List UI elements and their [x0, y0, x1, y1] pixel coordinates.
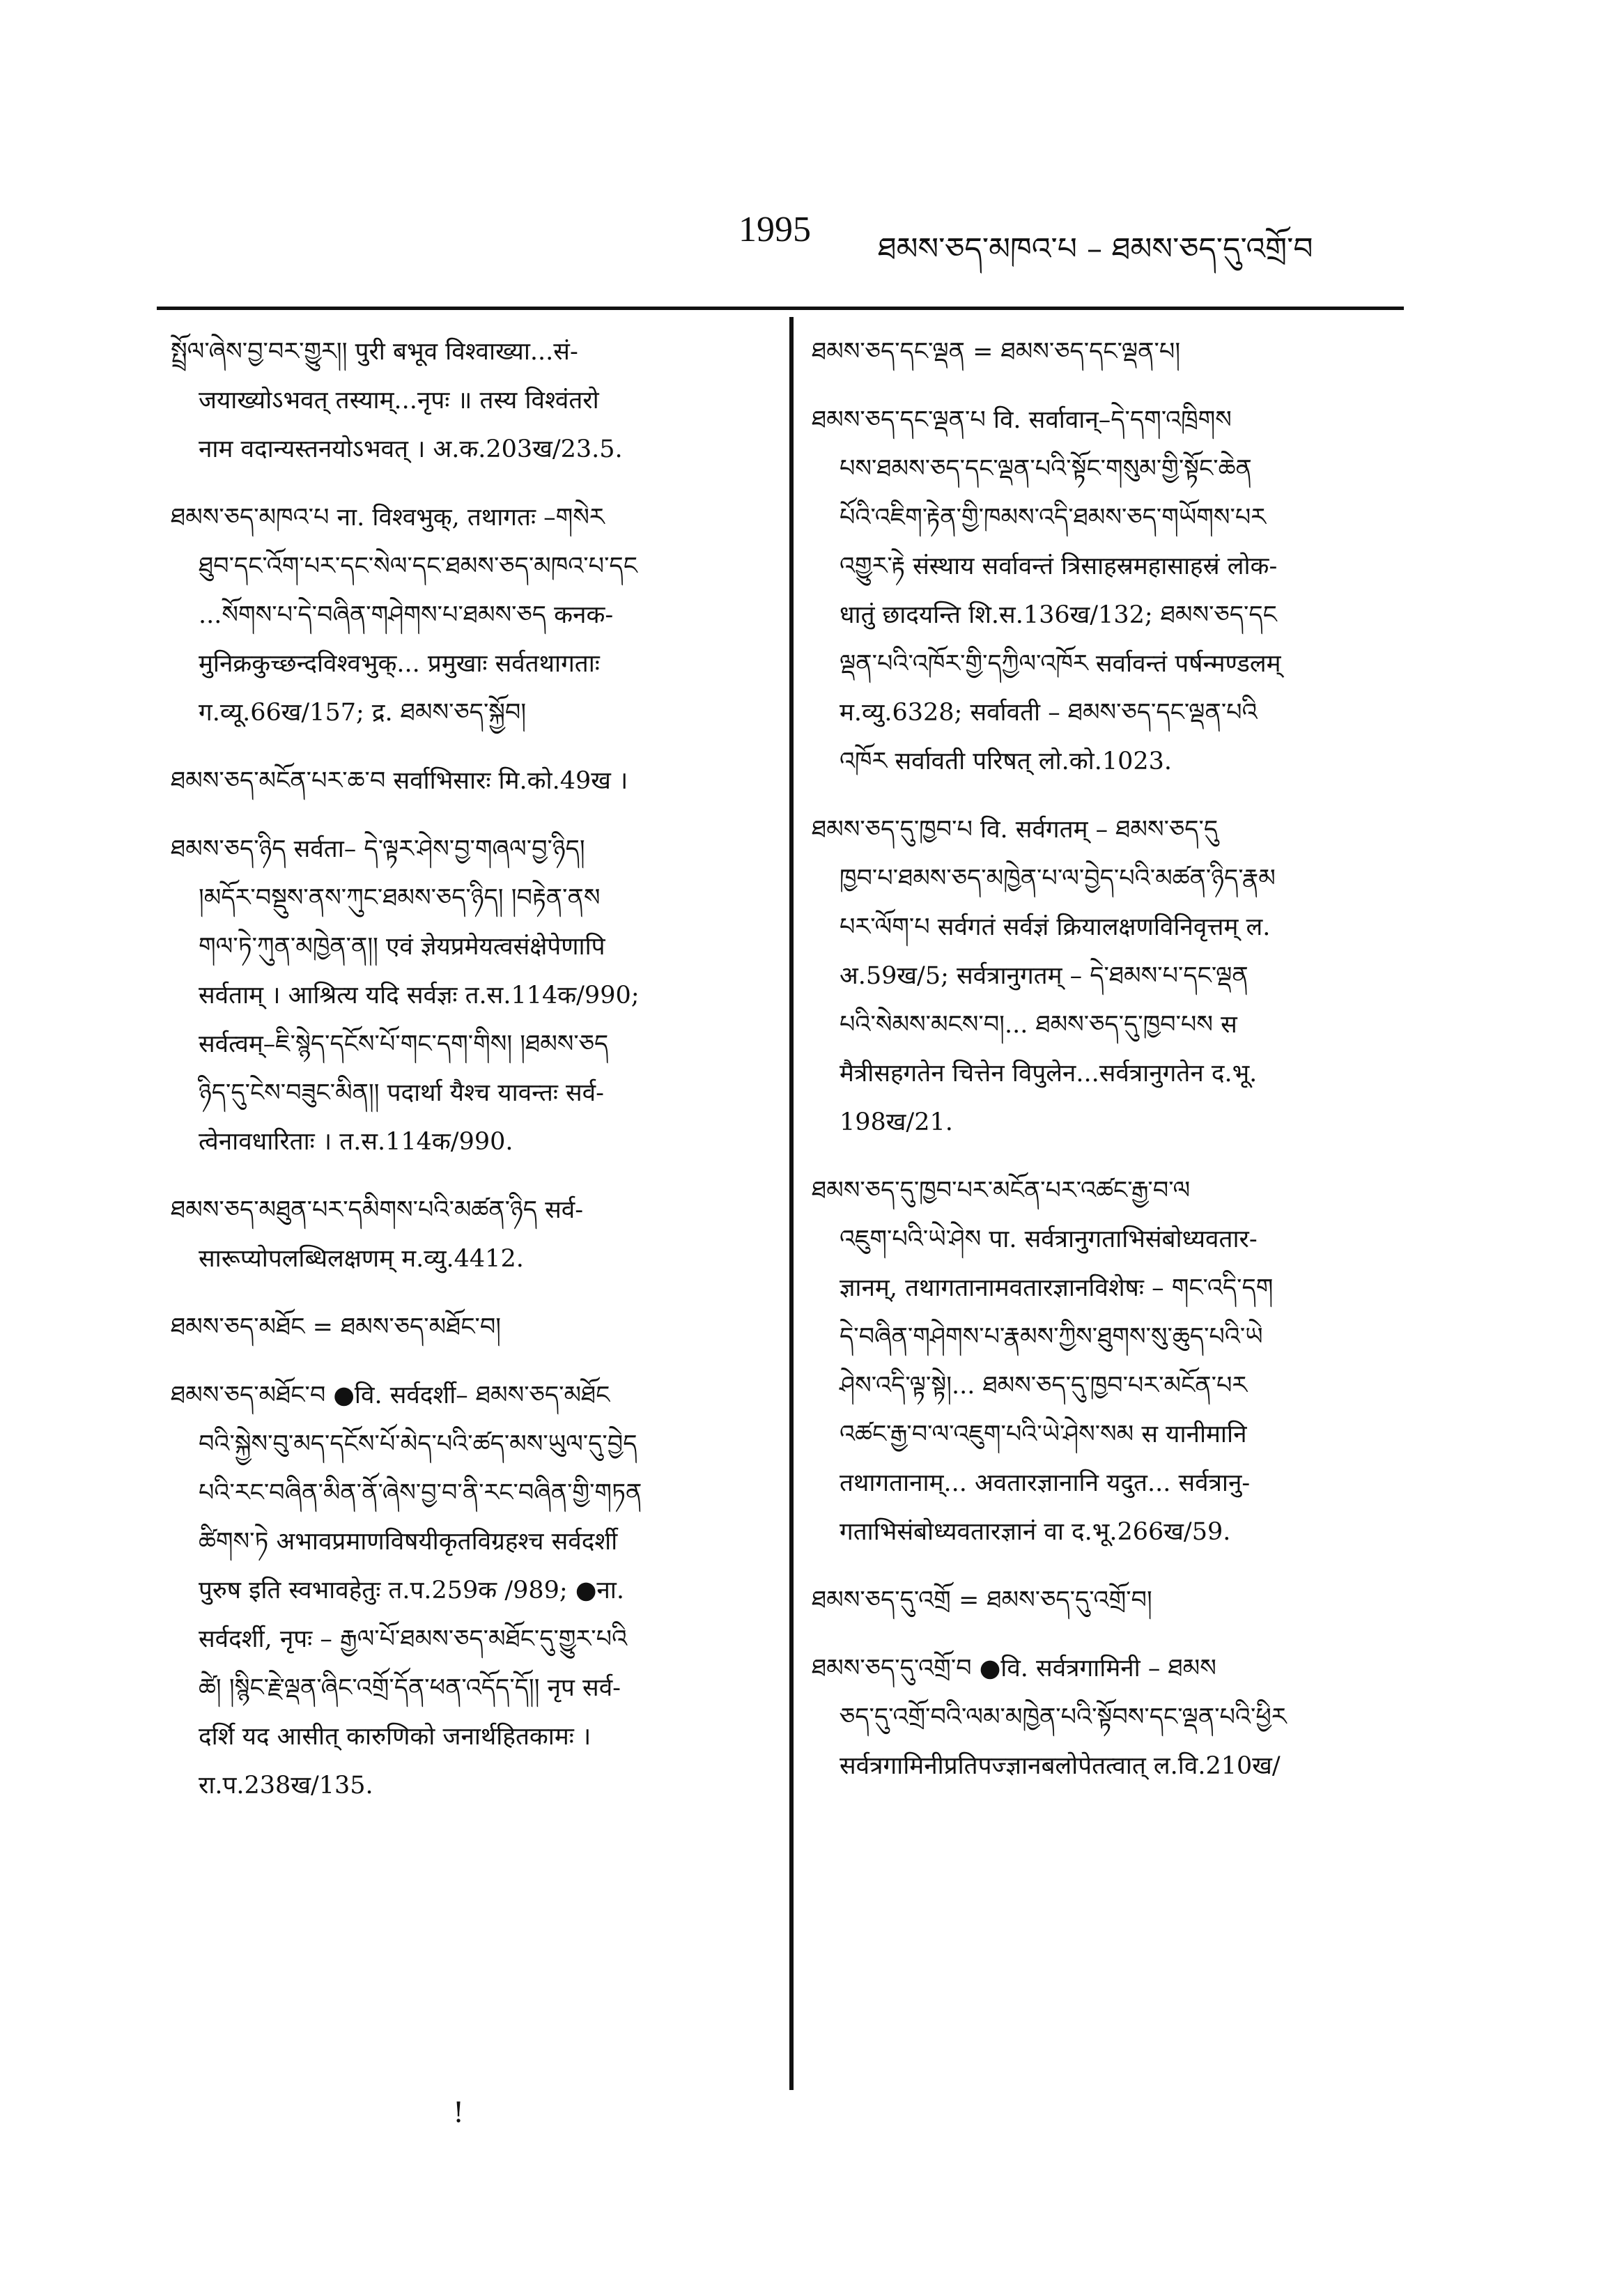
dictionary-entry — [171, 493, 777, 737]
entry-line: त्वेनावधारिताः । त.स.114क/990. — [199, 1128, 513, 1156]
entry-line: तथागतानाम्... अवतारज्ञानानि यदुत... सर्वत्रानु- — [840, 1469, 1251, 1497]
entry-line: सर्वत्रगामिनीप्रतिपज्ज्ञानबलोपेतत्वात् ल.वि.210ख/ — [840, 1752, 1281, 1780]
entry-line: मैत्रीसहगतेन चित्तेन विपुलेन...सर्वत्रानुगतेन द.भू. — [840, 1060, 1258, 1088]
entry-headline: ཐམས་ཅད་དུ་ཁྱབ་པར་མངོན་པར་འཚང་རྒྱ་བ་ལ — [812, 1177, 1191, 1205]
entry-line: सर्वताम् । आश्रित्य यदि सर्वज्ञः त.स.114क/990; — [199, 982, 640, 1009]
running-head: ཐམས་ཅད་མཁའ་པ – ཐམས་ཅད་དུ་འགྲོ་བ — [878, 231, 1313, 267]
left-column — [171, 327, 777, 1829]
entry-headline: ཐམས་ཅད་མཐོང་བ ●वि. सर्वदर्शी– ཐམས་ཅད་མཐོང — [171, 1382, 610, 1409]
stray-mark: ! — [453, 2097, 465, 2129]
entry-line: །མདོར་བསྡུས་ནས་ཀུང་ཐམས་ཅད་ཉིད། །བརྟེན་ནས — [199, 884, 601, 912]
entry-headline: ཐམས་ཅད་དུ་འགྲོ = ཐམས་ཅད་དུ་འགྲོ་བ། — [812, 1586, 1152, 1614]
entry-headline: ཐམས་ཅད་དུ་ཁྱབ་པ वि. सर्वगतम् – ཐམས་ཅད་དུ — [812, 816, 1219, 844]
dictionary-entry — [812, 1644, 1418, 1790]
dictionary-entry — [171, 1371, 777, 1810]
header-rule — [157, 307, 1404, 310]
page-header — [738, 209, 1435, 265]
entry-line: सारूप्योपलब्धिलक्षणम् म.व्यु.4412. — [199, 1245, 524, 1273]
entry-line: པར་ལོག་པ सर्वगतं सर्वज्ञं क्रियालक्षणविनिवृत्तम् ल. — [840, 913, 1271, 941]
entry-headline: ཐམས་ཅད་དང་ལྡན་པ वि. सर्वावान्–དེ་དག་འཁྲིགས — [812, 406, 1232, 434]
entry-line: पुरुष इति स्वभावहेतुः त.प.259क /989; ●ना. — [199, 1577, 624, 1604]
column-divider — [789, 317, 794, 2090]
entry-line: འགྱུར་རྟེ संस्थाय सर्वावन्तं त्रिसाहस्रमहासाहस्रं लोक- — [840, 552, 1278, 580]
entry-line: ཤེས་འདི་ལྟ་སྟེ།... ཐམས་ཅད་དུ་ཁྱབ་པར་མངོན་པར — [840, 1372, 1248, 1400]
entry-line: ཁྱབ་པ་ཐམས་ཅད་མཁྱེན་པ་ལ་བྱེད་པའི་མཚན་ཉིད་རྣམ — [840, 865, 1276, 892]
entry-line: अ.59ख/5; सर्वत्रानुगतम् – དེ་ཐམས་པ་དང་ལྡན — [840, 962, 1248, 990]
entry-line: འཚང་རྒྱ་བ་ལ་འཇུག་པའི་ཡེ་ཤེས་སམ स यानीमानि — [840, 1421, 1247, 1448]
entry-headline: ཐམས་ཅད་ཉིད सर्वता– དེ་ལྟར་ཤེས་བྱ་གཞལ་བྱ་ཉིད། — [171, 835, 585, 863]
entry-line: ཚིགས་ཏེ अभावप्रमाणविषयीकृतविग्रहश्च सर्वदर्शी — [199, 1528, 618, 1556]
entry-headline: ཐམས་ཅད་མཁའ་པ ना. विश्वभुक्, तथागतः –གསེར — [171, 504, 605, 532]
entry-line: པའི་རང་བཞིན་མིན་ནོ་ཞེས་བྱ་བ་ནི་རང་བཞིན་གྱི་གཏན — [199, 1479, 642, 1507]
entry-headline: ཐམས་ཅད་མཐོང = ཐམས་ཅད་མཐོང་བ། — [171, 1313, 502, 1341]
dictionary-entry — [812, 1166, 1418, 1556]
dictionary-entry — [812, 327, 1418, 376]
entry-line: ཅད་དུ་འགྲོ་བའི་ལམ་མཁྱེན་པའི་སྟོབས་དང་ལྡན་པའི་ཕྱིར — [840, 1703, 1287, 1731]
dictionary-entry — [812, 396, 1418, 786]
dictionary-entry — [812, 1576, 1418, 1625]
entry-line: ज्ञानम्, तथागतानामवतारज्ञानविशेषः – གང་འདི་དག — [840, 1274, 1274, 1302]
entry-line: 198ख/21. — [840, 1108, 953, 1136]
entry-headline: སྤྲོལ་ཞེས་བྱ་བར་གྱུར།། पुरी बभूव विश्वाख्या...सं- — [171, 338, 578, 366]
entry-line: सर्वदर्शी, नृपः – རྒྱལ་པོ་ཐམས་ཅད་མཐོང་དུ་གྱུར་པའི — [199, 1625, 628, 1653]
entry-headline: ཐམས་ཅད་མཐུན་པར་དམིགས་པའི་མཚན་ཉིད सर्व- — [171, 1196, 584, 1224]
dictionary-entry — [812, 805, 1418, 1147]
dictionary-entry — [171, 1186, 777, 1283]
right-column — [812, 327, 1418, 1810]
entry-line: པོའི་འཇིག་རྟེན་གྱི་ཁམས་འདི་ཐམས་ཅད་གཡོགས་པར — [840, 504, 1267, 532]
entry-line: དེ་བཞིན་གཤེགས་པ་རྣམས་ཀྱིས་ཐུགས་སུ་ཆུད་པའི་ཡེ — [840, 1323, 1263, 1351]
dictionary-entry — [171, 1303, 777, 1352]
entry-line: ...སོགས་པ་དེ་བཞིན་གཤེགས་པ་ཐམས་ཅད कनक- — [199, 601, 614, 629]
dictionary-entry — [171, 757, 777, 805]
entry-headline: ཐམས་ཅད་དུ་འགྲོ་བ ●वि. सर्वत्रगामिनी – ཐམས — [812, 1655, 1216, 1682]
entry-line: ཚེ། །སྙིང་རྗེ་ལྡན་ཞིང་འགྲོ་དོན་ཕན་འདོད་དོ།། नृप सर्व- — [199, 1674, 621, 1702]
entry-line: ཉིད་དུ་ངེས་བཟུང་མིན།། पदार्था यैश्च यावन्तः सर्व- — [199, 1079, 604, 1107]
dictionary-entry — [171, 825, 777, 1166]
page-number: 1995 — [738, 210, 811, 249]
entry-line: ग.व्यू.66ख/157; द्र. ཐམས་ཅད་སྐྱོབ། — [199, 699, 527, 727]
entry-line: འཁོར सर्वावती परिषत् लो.को.1023. — [840, 748, 1173, 775]
entry-line: ལྡན་པའི་འཁོར་གྱི་དཀྱིལ་འཁོར सर्वावन्तं पर्षन्मण्डलम् — [840, 650, 1281, 678]
entry-line: दर्शि यद आसीत् कारुणिको जनार्थहितकामः । — [199, 1723, 591, 1751]
entry-line: मुनिक्रकुच्छन्दविश्वभुक्... प्रमुखाः सर्वतथागताः — [199, 650, 600, 678]
entry-line: བའི་སྐྱེས་བུ་མད་དངོས་པོ་མེད་པའི་ཚད་མས་ཡུལ་དུ་བྱེད — [199, 1430, 637, 1458]
entry-line: धातुं छादयन्ति शि.स.136ख/132; ཐམས་ཅད་དང — [840, 601, 1277, 629]
entry-line: གལ་ཏེ་ཀུན་མཁྱེན་ན།། एवं ज्ञेयप्रमेयत्वसंक्षेपेणापि — [199, 933, 605, 961]
entry-headline: ཐམས་ཅད་དང་ལྡན = ཐམས་ཅད་དང་ལྡན་པ། — [812, 338, 1181, 366]
entry-line: सर्वत्वम्–ཇི་སྙེད་དངོས་པོ་གང་དག་གིས། །ཐམས་ཅད — [199, 1030, 609, 1058]
entry-line: པའི་སེམས་མངས་བ།... ཐམས་ཅད་དུ་ཁྱབ་པས स — [840, 1011, 1237, 1039]
entry-line: नाम वदान्यस्तनयोऽभवत् । अ.क.203ख/23.5. — [199, 435, 623, 463]
entry-line: रा.प.238ख/135. — [199, 1772, 373, 1800]
dictionary-entry — [171, 327, 777, 474]
entry-line: जयाख्योऽभवत् तस्याम्...नृपः ॥ तस्य विश्वंतरो — [199, 387, 599, 415]
entry-headline: ཐམས་ཅད་མངོན་པར་ཆ་བ सर्वाभिसारः मि.को.49ख । — [171, 767, 628, 795]
entry-line: म.व्यु.6328; सर्वावती – ཐམས་ཅད་དང་ལྡན་པའི — [840, 699, 1258, 727]
entry-line: པས་ཐམས་ཅད་དང་ལྡན་པའི་སྟོང་གསུམ་གྱི་སྟོང་ཆེན — [840, 455, 1252, 483]
entry-line: ཐུབ་དང་འོག་པར་དང་སེལ་དང་ཐམས་ཅད་མཁའ་པ་དང — [199, 552, 637, 580]
entry-line: འཇུག་པའི་ཡེ་ཤེས पा. सर्वत्रानुगताभिसंबोध्यवतार- — [840, 1225, 1258, 1253]
entry-line: गताभिसंबोध्यवतारज्ञानं वा द.भू.266ख/59. — [840, 1518, 1231, 1546]
